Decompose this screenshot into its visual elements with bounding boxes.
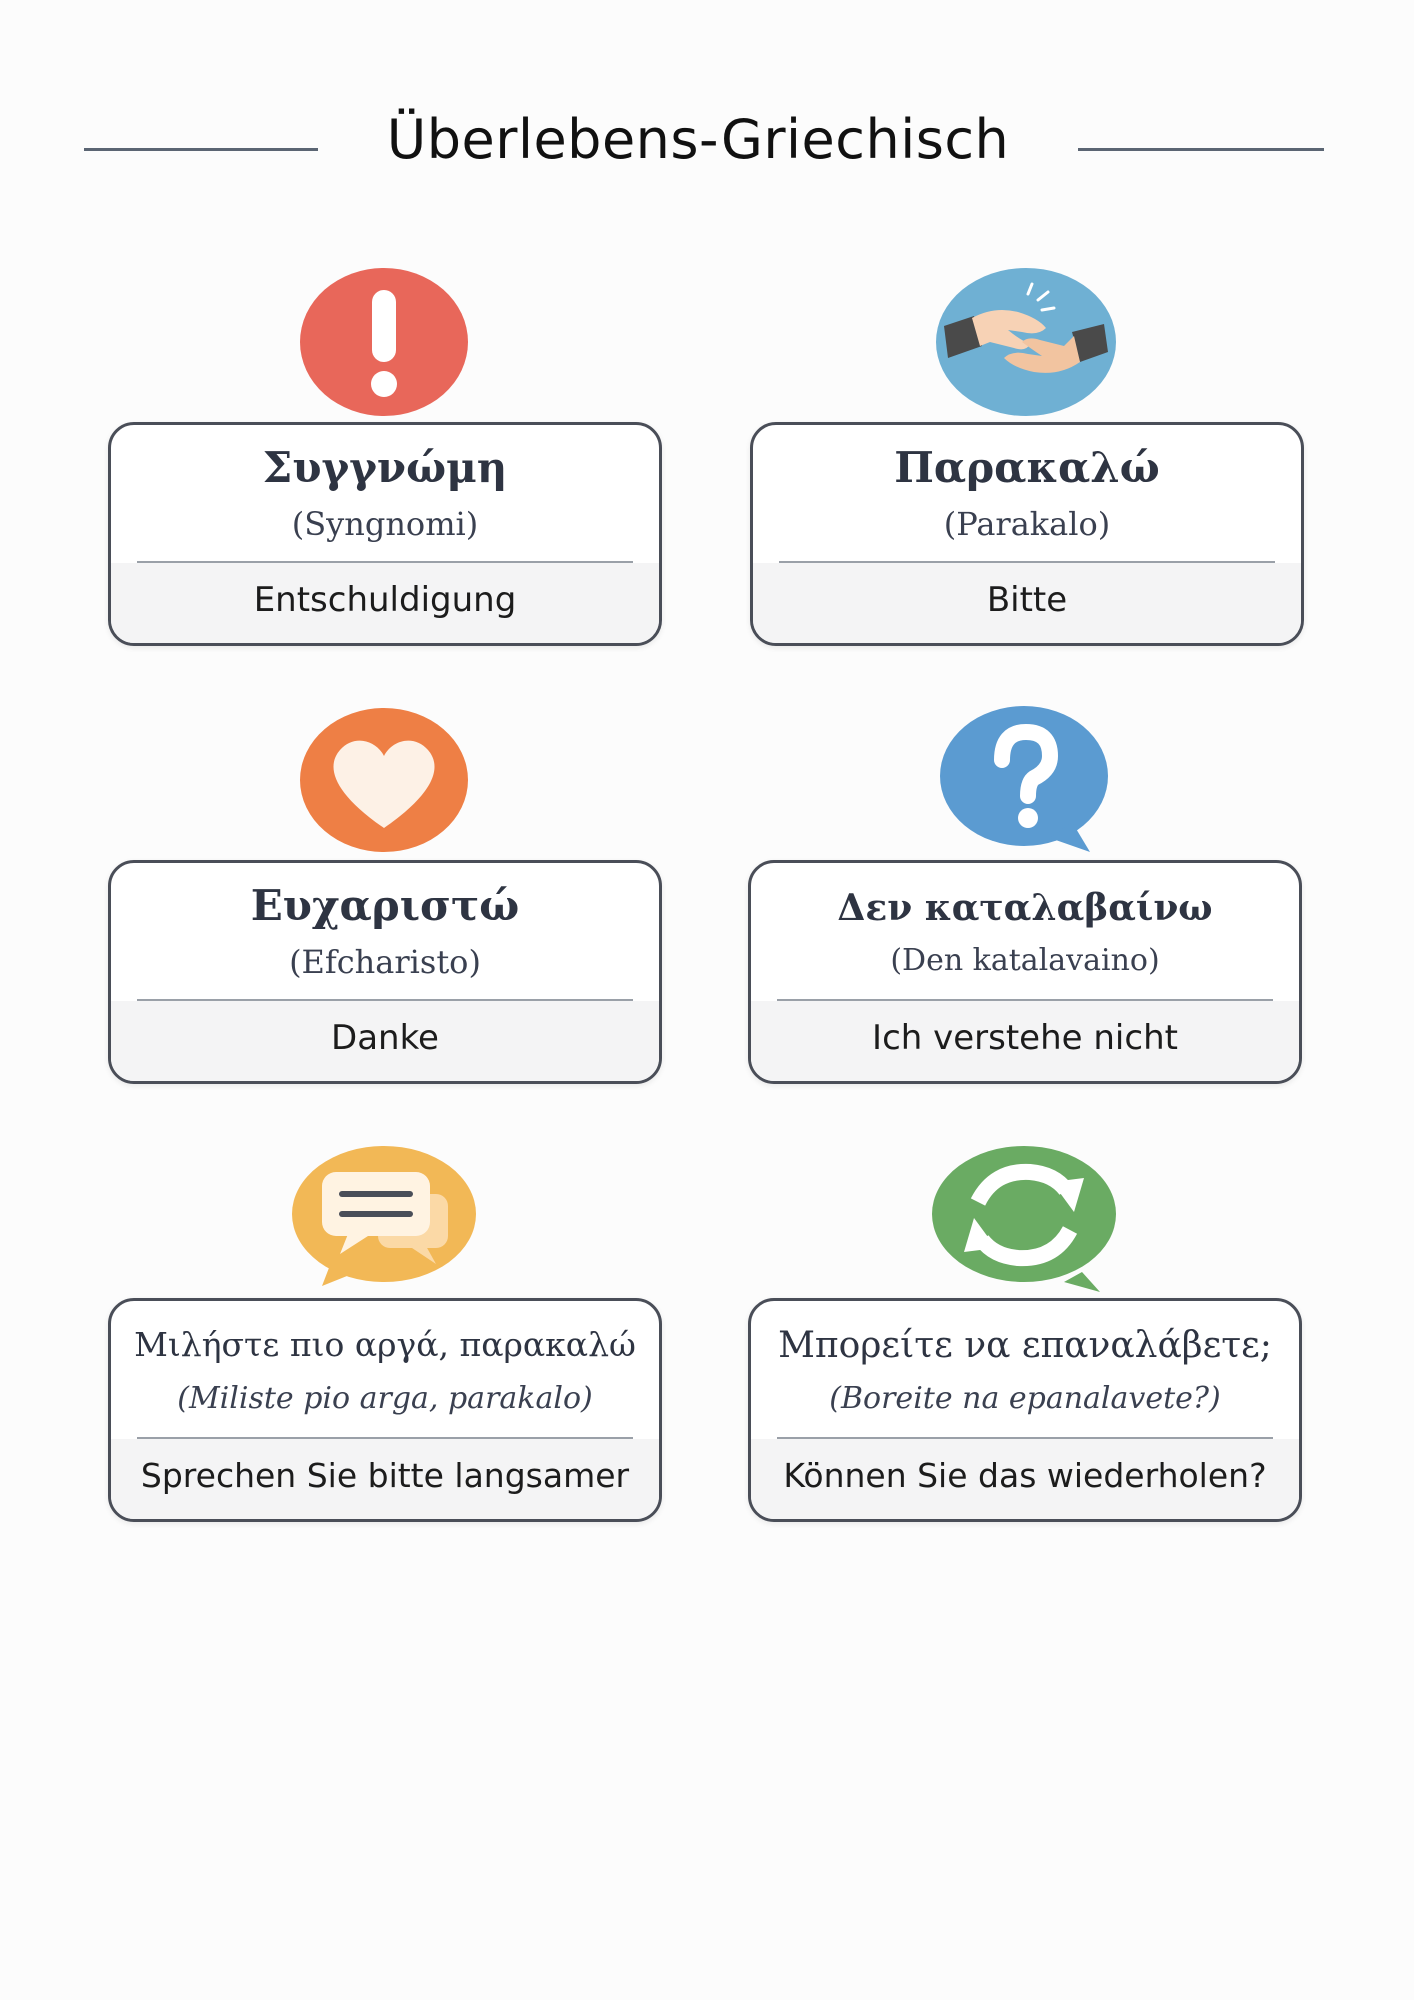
transliteration: (Den katalavaino) — [890, 943, 1160, 978]
page-title: Überlebens-Griechisch — [386, 108, 1010, 171]
question-bubble-icon — [932, 704, 1116, 868]
transliteration: (Miliste pio arga, parakalo) — [177, 1381, 593, 1416]
phrase-card — [108, 860, 662, 1084]
card-divider — [779, 561, 1275, 563]
heart-icon — [292, 704, 476, 868]
greek-phrase: Παρακαλώ — [894, 443, 1160, 492]
german-translation: Sprechen Sie bitte langsamer — [140, 1456, 630, 1495]
chat-bubbles-icon — [292, 1142, 476, 1306]
card-divider — [777, 1437, 1273, 1439]
german-translation: Ich verstehe nicht — [872, 1018, 1178, 1058]
phrase-card — [748, 1298, 1302, 1522]
greek-phrase: Μιλήστε πιο αργά, παρακαλώ — [134, 1325, 636, 1364]
german-translation: Bitte — [986, 580, 1068, 620]
greek-phrase: Μπορείτε να επαναλάβετε; — [778, 1325, 1272, 1366]
card-divider — [137, 561, 633, 563]
header — [0, 96, 1414, 186]
german-translation: Können Sie das wiederholen? — [783, 1456, 1267, 1495]
greek-phrase: Ευχαριστώ — [250, 881, 520, 930]
handshake-icon — [934, 266, 1118, 430]
german-translation: Entschuldigung — [253, 580, 517, 620]
phrase-card — [748, 860, 1302, 1084]
repeat-arrows-icon — [932, 1142, 1116, 1306]
german-translation: Danke — [331, 1018, 439, 1058]
transliteration: (Efcharisto) — [289, 943, 481, 981]
transliteration: (Parakalo) — [943, 505, 1111, 543]
transliteration: (Boreite na epanalavete?) — [829, 1381, 1221, 1416]
greek-phrase: Συγγνώμη — [262, 443, 508, 492]
exclamation-icon — [292, 266, 476, 430]
card-divider — [777, 999, 1273, 1001]
transliteration: (Syngnomi) — [291, 505, 479, 543]
phrase-card — [750, 422, 1304, 646]
phrase-card — [108, 422, 662, 646]
greek-phrase: Δεν καταλαβαίνω — [837, 887, 1213, 929]
phrase-card — [108, 1298, 662, 1522]
title-rule-left — [84, 148, 318, 151]
card-divider — [137, 999, 633, 1001]
card-divider — [137, 1437, 633, 1439]
title-rule-right — [1078, 148, 1324, 151]
